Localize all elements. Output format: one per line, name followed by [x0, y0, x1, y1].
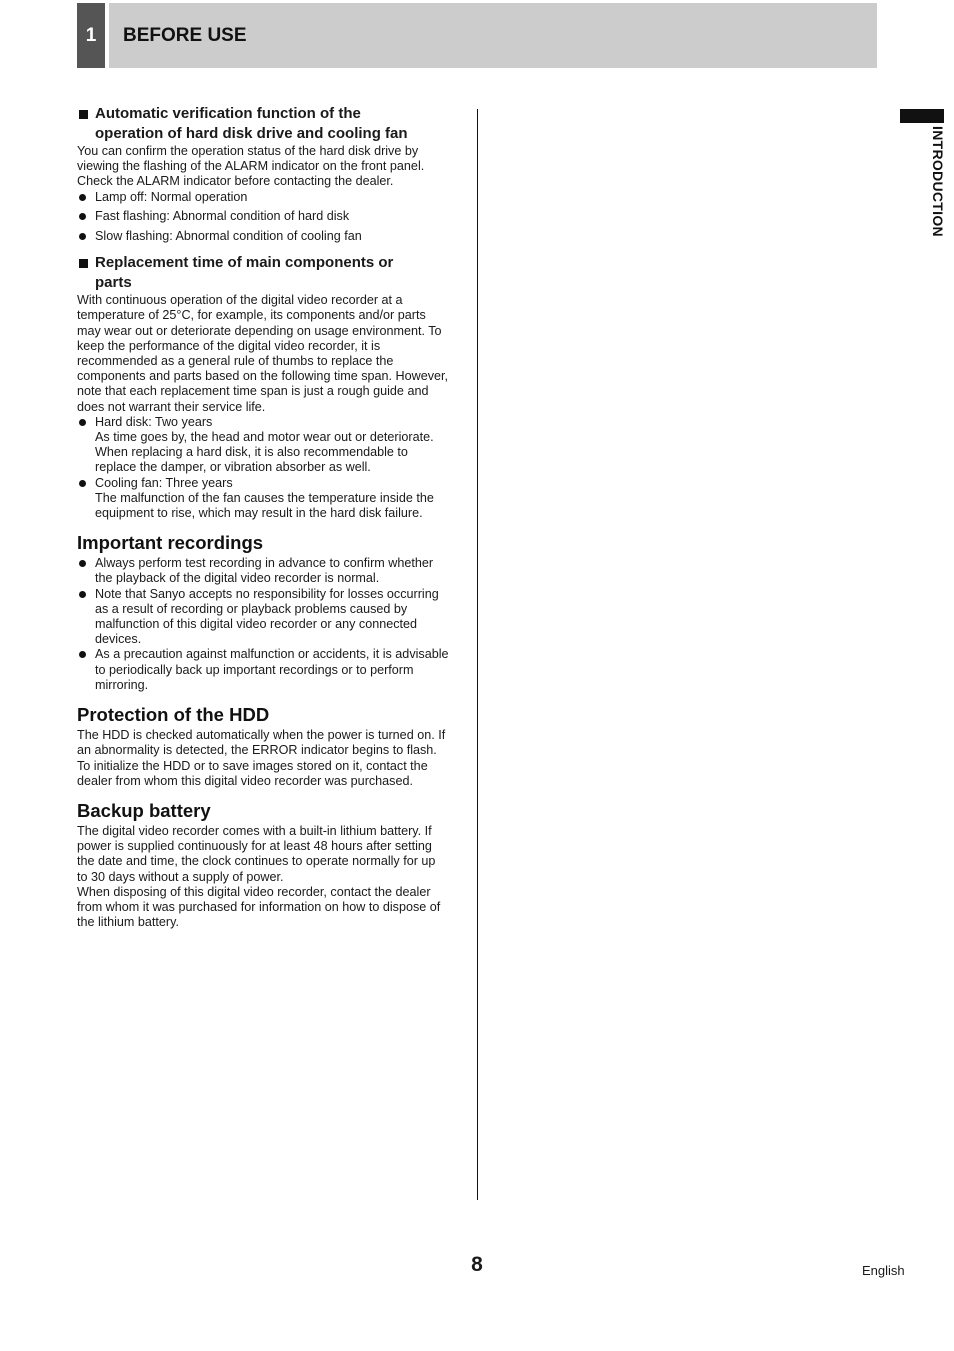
bullet-dot-icon: [79, 651, 86, 658]
square-bullet-icon: [79, 259, 88, 268]
bullet-dot-icon: [79, 419, 86, 426]
paragraph: With continuous operation of the digital video recorder at a temperature of 25°C, for example, its components and/or parts may wear out or deteriorate depending on usage environment. To keep the performance of the digital video recorder, it is recommended as a general rule of thumbs to replace the components and parts based on the following time span. However, note that each replacement time span is just a rough guide and does not warrant their service life.: [77, 293, 449, 414]
language-label: English: [862, 1263, 905, 1278]
section-heading-hdd-protection: Protection of the HDD: [77, 704, 270, 726]
bullet-dot-icon: [79, 233, 86, 240]
subheading-auto-verification: [77, 104, 449, 144]
bullet-dot-icon: [79, 591, 86, 598]
chapter-number: 1: [77, 3, 105, 68]
paragraph: When disposing of this digital video recorder, contact the dealer from whom it was purchased for information on how to dispose of the lithium battery.: [77, 884, 441, 930]
bullet-dot-icon: [79, 560, 86, 567]
list-item-title: Hard disk: Two years: [95, 414, 213, 429]
square-bullet-icon: [79, 110, 88, 119]
paragraph: The digital video recorder comes with a built-in lithium battery. If power is supplied continuously for at least 48 hours after setting the date and time, the clock continues to operate normally for up to 30 days without a supply of power.: [77, 823, 436, 884]
page-number: 8: [471, 1253, 483, 1276]
bullet-dot-icon: [79, 213, 86, 220]
list-item-detail: As time goes by, the head and motor wear out or deteriorate. When replacing a hard disk, it is also recommendable to replace the damper, or vibration absorber as well.: [95, 430, 434, 475]
list-item: [77, 415, 449, 476]
side-tab-label: INTRODUCTION: [930, 126, 946, 237]
list-item: [77, 647, 449, 693]
list-item-text: Fast flashing: Abnormal condition of hard disk: [95, 209, 350, 224]
left-column: [77, 104, 449, 930]
list-item-text: As a precaution against malfunction or accidents, it is advisable to periodically back up important recordings or to perform mirroring.: [95, 647, 449, 692]
list-item: [77, 229, 449, 244]
list-item: [77, 190, 449, 205]
list-item: [77, 587, 449, 648]
list-item-text: Note that Sanyo accepts no responsibility for losses occurring as a result of recording or playback problems caused by malfunction of this digital video recorder or any connected devices.: [95, 586, 439, 647]
subheading-line: Automatic verification function of the: [95, 105, 361, 122]
list-item-detail: The malfunction of the fan causes the temperature inside the equipment to rise, which may result in the hard disk failure.: [95, 490, 434, 521]
column-divider: [477, 109, 478, 1200]
list-item-title: Cooling fan: Three years: [95, 475, 233, 490]
list-item-text: Always perform test recording in advance to confirm whether the playback of the digital video recorder is normal.: [95, 556, 434, 586]
list-item: [77, 556, 449, 586]
section-heading-backup-battery: Backup battery: [77, 799, 211, 821]
list-item: [77, 209, 449, 224]
section-heading-important-recordings: Important recordings: [77, 532, 264, 554]
subheading-line: operation of hard disk drive and cooling fan: [95, 125, 408, 142]
subheading-replacement-time: [77, 253, 449, 293]
subheading-line: Replacement time of main components or: [95, 254, 394, 272]
paragraph: You can confirm the operation status of the hard disk drive by viewing the flashing of the ALARM indicator on the front panel. Check the ALARM indicator before contacting the dealer.: [77, 144, 425, 189]
bullet-dot-icon: [79, 480, 86, 487]
list-item-text: Lamp off: Normal operation: [95, 189, 248, 204]
list-item: [77, 476, 449, 522]
subheading-line: parts: [95, 274, 132, 292]
list-item-text: Slow flashing: Abnormal condition of cooling fan: [95, 229, 362, 244]
bullet-dot-icon: [79, 194, 86, 201]
side-tab-marker: [900, 109, 944, 123]
chapter-title: BEFORE USE: [109, 3, 877, 68]
paragraph: The HDD is checked automatically when the power is turned on. If an abnormality is detected, the ERROR indicator begins to flash. To initialize the HDD or to save images stored on it, contact the dealer from whom this digital video recorder was purchased.: [77, 728, 446, 788]
